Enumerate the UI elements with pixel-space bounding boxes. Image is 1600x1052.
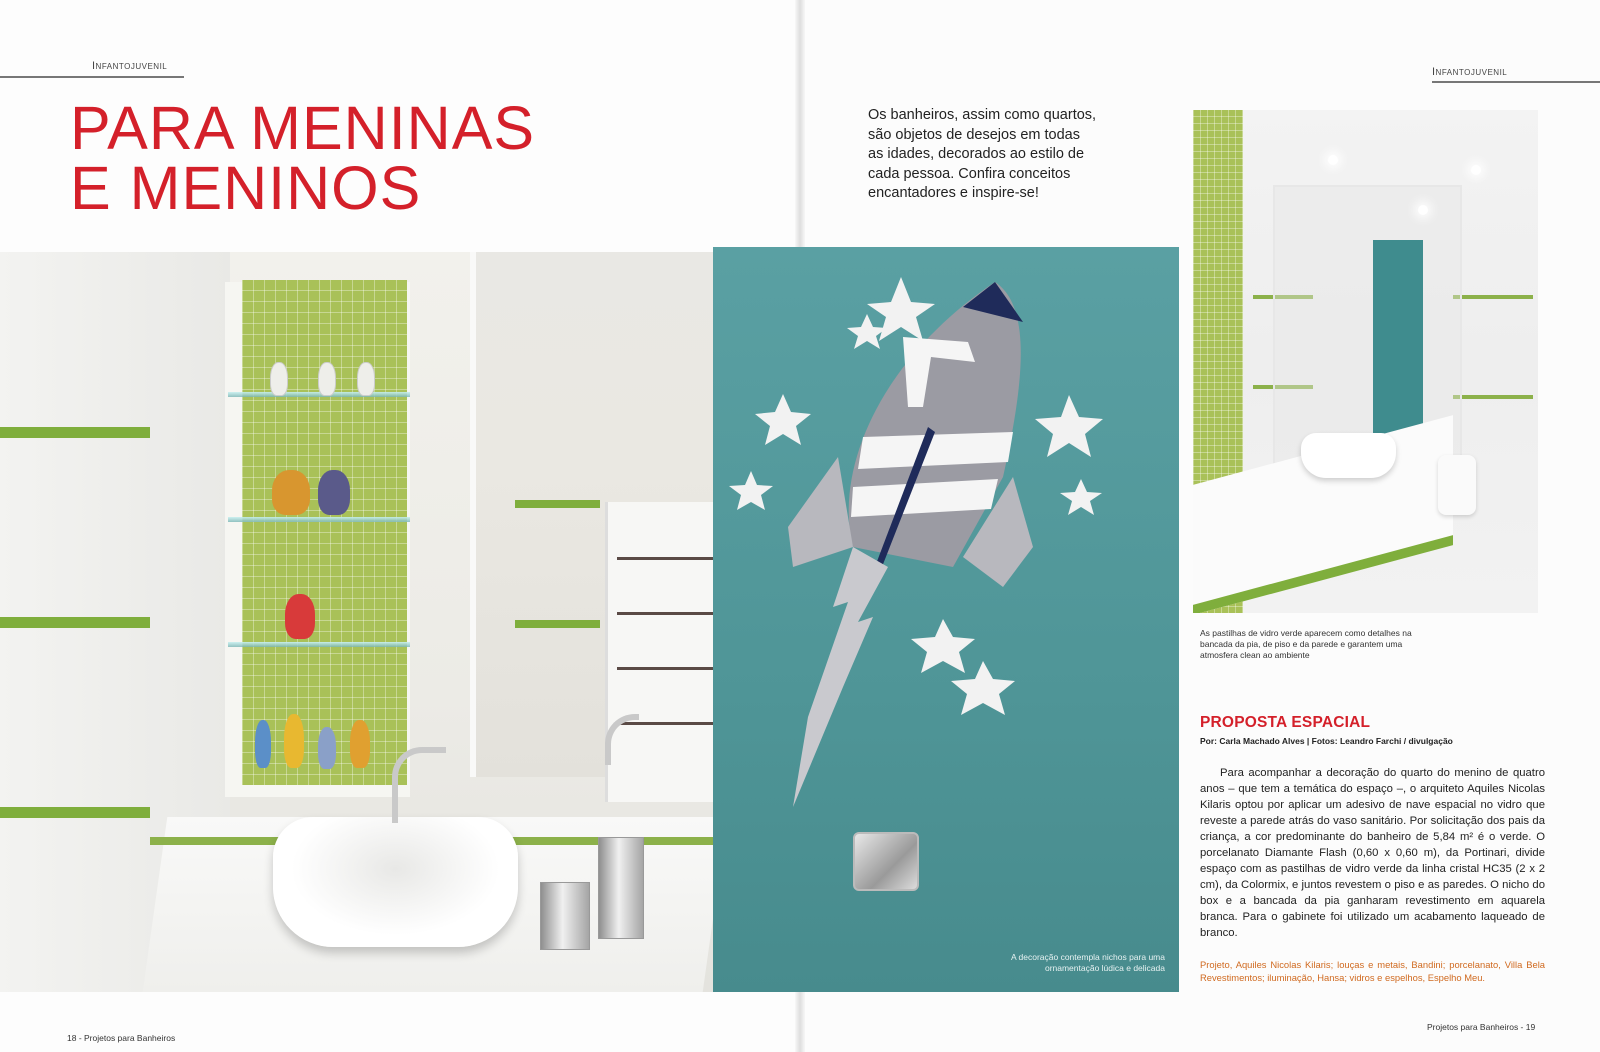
page-title [70, 94, 536, 222]
glass-bottle [318, 362, 336, 396]
green-tile-stripe [0, 807, 150, 818]
rocket-fin-left [788, 457, 853, 567]
green-tile-stripe [0, 617, 150, 628]
glass-bottle [357, 362, 375, 396]
byline: Por: Carla Machado Alves | Fotos: Leandro Farchi / divulgação [1200, 736, 1453, 746]
teddy-bear-toy [272, 470, 310, 515]
green-tile-stripe [515, 500, 600, 508]
ceiling-light [1328, 155, 1338, 165]
star-sticker [729, 471, 773, 510]
glass-bottle [270, 362, 288, 396]
rocket-flame [793, 547, 888, 807]
green-tile-stripe [1453, 395, 1533, 399]
glass-shelf [228, 642, 410, 647]
headline-line-1: PARA MENINAS [70, 94, 536, 162]
star-sticker [847, 314, 887, 349]
vessel-sink [1301, 433, 1396, 478]
star-sticker [755, 394, 811, 445]
vessel-sink [273, 817, 518, 947]
article-title: PROPOSTA ESPACIAL [1200, 714, 1371, 731]
intro-paragraph: Os banheiros, assim como quartos, são objetos de desejos em todas as idades, decorados ao estilo de cada pessoa. Confira conceitos encantadores e inspire-se! [868, 107, 1097, 201]
door-groove [617, 557, 713, 560]
headline-line-2: E MENINOS [70, 154, 422, 222]
flush-plate[interactable] [853, 832, 919, 891]
ceiling-light [1418, 205, 1428, 215]
section-label-right: Infantojuvenil [1432, 66, 1508, 78]
door-groove [617, 612, 713, 615]
faucet-icon [392, 747, 446, 823]
project-credits: Projeto, Aquiles Nicolas Kilaris; louças e metais, Bandini; porcelanato, Villa Bela Revestimentos; iluminação, Hansa; vidros e espelhos, Espelho Meu. [1200, 959, 1545, 983]
star-sticker [1035, 395, 1103, 457]
article-body: Para acompanhar a decoração do quarto do menino de quatro anos – que tem a temática do espaço –, o arquiteto Aquiles Nicolas Kilaris optou por aplicar um adesivo de nave espacial no vidro que reveste a parede atrás do vaso sanitário. Por solicitação dos pais da criança, a cor predominante do banheiro de 5,84 m² é o verde. O porcelanato Diamante Flash (0,60 x 0,60 m), da Portinari, divide espaço com as pastilhas de vidro verde da linha cristal HC35 (2 x 2 cm), da Colormix, e juntos revestem o piso e as paredes. O nicho do box e a bancada da pia ganharam revestimento em aquarela branca. Para o gabinete foi utilizado um acabamento laqueado de branco. [1200, 767, 1545, 939]
figure-toy [255, 720, 271, 768]
section-label-left: Infantojuvenil [92, 60, 168, 72]
section-rule-right [1432, 81, 1600, 83]
section-rule-left [0, 76, 184, 78]
bathroom-photo-main [0, 252, 713, 992]
star-sticker [911, 619, 975, 673]
bathroom-photo-right [1193, 110, 1538, 613]
star-sticker [1060, 479, 1102, 515]
green-tile-stripe [1453, 295, 1533, 299]
rocket-sticker [713, 247, 1179, 992]
green-tile-stripe [515, 620, 600, 628]
parrot-toy [285, 594, 315, 639]
toilet [1438, 455, 1476, 515]
door-groove [617, 667, 713, 670]
glass-shelf [228, 517, 410, 522]
lion-toy [350, 720, 370, 768]
photo-caption-right: As pastilhas de vidro verde aparecem como detalhes na bancada da pia, de piso e da parede e garantem uma atmosfera clean ao ambiente [1200, 628, 1412, 660]
green-mosaic-tiles [242, 280, 407, 785]
folio-right: Projetos para Banheiros - 19 [1427, 1022, 1536, 1032]
figure-toy [318, 727, 336, 769]
chrome-canister [598, 837, 644, 939]
teal-glass-wall [713, 247, 1179, 992]
giraffe-toy [284, 714, 304, 768]
donkey-toy [318, 470, 350, 515]
folio-left: 18 - Projetos para Banheiros [67, 1033, 176, 1043]
chrome-canister [540, 882, 590, 950]
ceiling-light [1471, 165, 1481, 175]
green-tile-stripe [0, 427, 150, 438]
photo-caption-main: A decoração contempla nichos para uma ornamentação lúdica e delicada [1010, 952, 1165, 973]
